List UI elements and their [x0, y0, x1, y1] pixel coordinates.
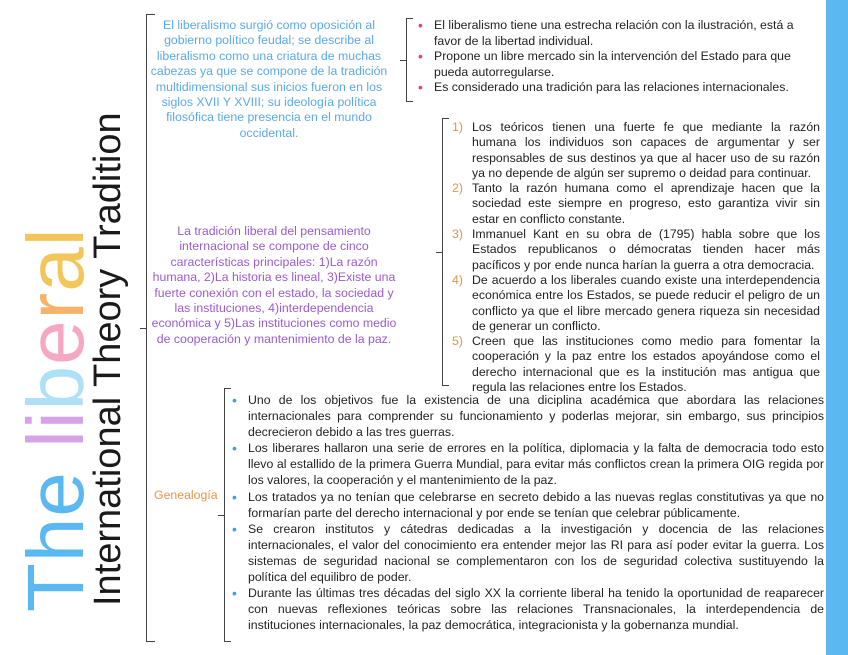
genealogy-brace	[224, 388, 231, 642]
genealogy-point: • Los liberares hallaron una serie de errores en la política, diplomacia y la falta de democracia todo esto llevo al estallido de la primera Guerra Mundial, para evitar más conflictos crean la primera OIG regida por los valores, la cooperación y el mantenimiento de la paz.	[232, 440, 824, 488]
title-letter: e	[11, 471, 100, 517]
genealogy-point: • Los tratados ya no tenían que celebrarse en secreto debido a las nuevas reglas constitutivas ya que no formarían parte del derecho internacional y por ende se tenían que celebrar públicamente.	[232, 489, 824, 521]
characteristic-text: Los teóricos tienen una fuerte fe que mediante la razón humana los individuos son capaces de argumentar y ser responsables de sus destinos ya que al hacer uso de su razón ya no depende de algún ser supremo o deidad para continuar.	[472, 120, 820, 180]
genealogy-list	[232, 392, 824, 633]
title-letter: l	[11, 227, 100, 247]
genealogy-point: • Uno de los objetivos fue la existencia de una diciplina académica que abordara las relaciones internacionales para comprender su funcionamiento y poderlas mejorar, sin embargo, sus principios decrecieron debido a las tres guerras.	[232, 392, 824, 440]
intro-point: • Propone un libre mercado sin la intervención del Estado para que pueda autorregularse.	[418, 49, 810, 80]
intro-point: • Es considerado una tradición para las relaciones internacionales.	[418, 80, 810, 96]
characteristics-list	[452, 120, 820, 395]
genealogy-point: • Se crearon institutos y cátedras dedicadas a la investigación y docencia de las relaciones internacionales, el valor del conocimiento era entender mejor las RI para así poder evitar la guerra. Los sistemas de seguridad nacional se complementaron con los de seguridad colectiva sustituyendo la política del equilibro de poder.	[232, 521, 824, 585]
genealogy-point: • Durante las últimas tres décadas del siglo XX la corriente liberal ha tenido la oportunidad de reaparecer con nuevas reflexiones teóricas sobre las relaciones Transnacionales, la interdependencia de instituciones internacionales, la paz democrática, integracionista y la gobernanza mundial.	[232, 585, 824, 633]
right-accent-bar	[826, 0, 848, 655]
title-international-theory-tradition: International Theory Tradition	[87, 112, 129, 606]
intro-text: El liberalismo surgió como oposición al gobierno político feudal; se describe al liberalismo como una criatura de muchas cabezas ya que se compone de la tradición multidimensional sus inicios fueron en los siglos XVII Y XVIII; su ideología política filosófica tiene presencia en el mundo occidental.	[150, 18, 388, 140]
characteristic-item	[452, 120, 820, 181]
intro-points-list	[418, 18, 810, 96]
title-letter: r	[11, 291, 100, 320]
title-letter: e	[11, 319, 100, 365]
characteristic-text: Immanuel Kant en su obra de (1795) habla sobre que los Estados republicanos o démocratas tienden hacer más pacíficos y por ende nunca harían la guerra a otra democracia.	[472, 227, 820, 272]
intro-point: • El liberalismo tiene una estrecha relación con la ilustración, está a favor de la libertad individual.	[418, 18, 810, 49]
characteristic-number: 2)	[452, 181, 463, 196]
characteristics-text: La tradición liberal del pensamiento internacional se compone de cinco características principales: 1)La razón humana, 2)La historia es lineal, 3)Existe una fuerte conexión con el estado, la sociedad y las instituciones, 4)interdependencia económica y 5)Las instituciones como medio de cooperación y mantenimiento de la paz.	[151, 224, 397, 346]
title-letter: a	[11, 246, 100, 292]
characteristic-text: De acuerdo a los liberales cuando existe una interdependencia económica entre los Estados, se puede reducir el peligro de un conflicto ya que el libre mercado genera riqueza sin necesidad de generar un conflicto.	[472, 272, 820, 333]
characteristic-item	[452, 227, 820, 273]
title-letter: l	[11, 429, 100, 448]
characteristic-number: 1)	[452, 120, 463, 134]
characteristic-text: Creen que las instituciones como medio para fomentar la cooperación y la paz entre los estados apoyándose como el derecho internacional que es la institución mas antigua que regula las relaciones entre los Estados.	[472, 334, 820, 395]
characteristic-number: 5)	[452, 334, 463, 349]
characteristics-brace	[442, 118, 449, 386]
title-letter: h	[11, 516, 100, 563]
characteristic-item	[452, 181, 820, 227]
characteristic-text: Tanto la razón humana como el aprendizaje hacen que la sociedad este siempre en progreso, esto garantiza vivir sin estar en conflicto constante.	[472, 181, 820, 226]
characteristic-item	[452, 273, 820, 334]
title-letter: b	[11, 364, 100, 411]
characteristic-number: 3)	[452, 227, 463, 242]
genealogy-label: Genealogía	[154, 488, 218, 502]
characteristic-item	[452, 334, 820, 395]
characteristic-number: 4)	[452, 272, 463, 287]
intro-brace	[406, 18, 413, 102]
title-the-liberal	[11, 227, 100, 612]
title-letter: i	[11, 410, 100, 430]
title-letter: T	[11, 562, 100, 612]
